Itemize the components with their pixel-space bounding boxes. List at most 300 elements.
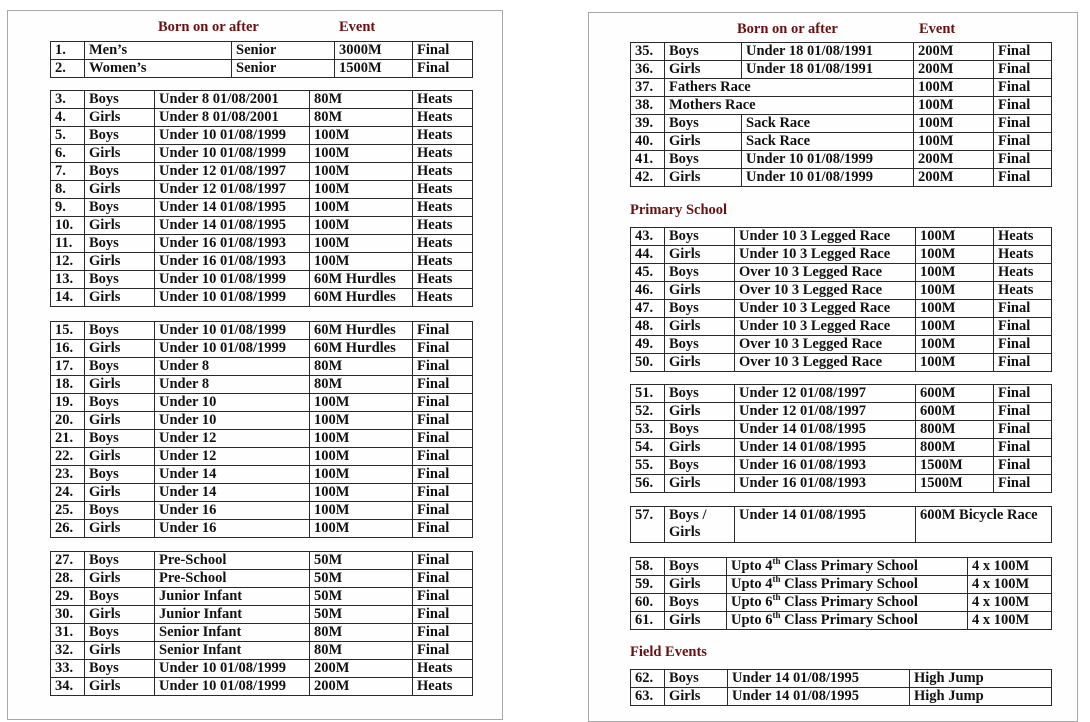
table-row	[631, 558, 1052, 576]
class-prefix: Upto 4	[731, 558, 773, 574]
table-row	[51, 42, 473, 60]
event-number: 8.	[51, 181, 85, 199]
distance-cell: 3000M	[335, 42, 413, 60]
distance-cell: 800M	[916, 439, 994, 457]
category-cell: Under 14 01/08/1995	[155, 199, 310, 217]
distance-cell: 60M Hurdles	[310, 271, 413, 289]
distance-cell: 60M Hurdles	[310, 289, 413, 307]
event-number: 40.	[631, 133, 665, 151]
distance-cell: High Jump	[910, 688, 1052, 706]
distance-cell: 1500M	[916, 457, 994, 475]
events-table-2	[50, 90, 473, 307]
entrant-cell: Girls	[85, 448, 155, 466]
distance-cell: 80M	[310, 109, 413, 127]
table-row	[631, 318, 1052, 336]
distance-cell: 100M	[310, 145, 413, 163]
category-cell: Under 8	[155, 358, 310, 376]
distance-cell: 100M	[916, 300, 994, 318]
category-cell: Over 10 3 Legged Race	[735, 282, 916, 300]
distance-cell: 100M	[310, 484, 413, 502]
distance-cell: 800M	[916, 421, 994, 439]
category-cell: Under 12 01/08/1997	[735, 403, 916, 421]
distance-cell: 100M	[310, 412, 413, 430]
round-cell: Final	[413, 466, 473, 484]
entrant-cell: Girls	[85, 520, 155, 538]
round-cell: Final	[413, 520, 473, 538]
table-row	[631, 282, 1052, 300]
distance-cell: 100M	[310, 235, 413, 253]
event-number: 33.	[51, 660, 85, 678]
event-number: 48.	[631, 318, 665, 336]
category-cell: Under 12	[155, 448, 310, 466]
entrant-cell: Boys	[85, 199, 155, 217]
table-row	[51, 376, 473, 394]
table-row	[51, 322, 473, 340]
distance-cell: 200M	[914, 61, 994, 79]
round-cell: Final	[413, 642, 473, 660]
category-cell: Under 10 01/08/1999	[155, 145, 310, 163]
event-number: 24.	[51, 484, 85, 502]
distance-cell: High Jump	[910, 670, 1052, 688]
category-cell: Junior Infant	[155, 606, 310, 624]
entrant-cell: Girls	[85, 340, 155, 358]
event-number: 22.	[51, 448, 85, 466]
ordinal-suffix: th	[772, 575, 781, 585]
category-cell: Under 10 3 Legged Race	[735, 246, 916, 264]
table-row	[51, 484, 473, 502]
category-cell: Over 10 3 Legged Race	[735, 354, 916, 372]
entrant-cell: Boys	[665, 151, 742, 169]
event-number: 20.	[51, 412, 85, 430]
round-cell: Final	[413, 588, 473, 606]
category-cell	[727, 612, 968, 630]
table-row	[631, 688, 1052, 706]
entrant-cell: Boys	[85, 271, 155, 289]
table-row	[51, 412, 473, 430]
event-number: 2.	[51, 60, 85, 78]
entrant-cell: Girls	[85, 145, 155, 163]
round-cell: Final	[994, 318, 1052, 336]
round-cell: Final	[413, 570, 473, 588]
entrant-cell: Men’s	[85, 42, 232, 60]
entrant-cell: Girls	[85, 217, 155, 235]
category-cell: Senior Infant	[155, 624, 310, 642]
born-on-or-after-header: Born on or after	[737, 21, 838, 37]
table-row	[51, 588, 473, 606]
class-suffix: Class Primary School	[780, 558, 918, 574]
category-cell: Under 14 01/08/1995	[735, 507, 916, 543]
event-number: 36.	[631, 61, 665, 79]
event-number: 5.	[51, 127, 85, 145]
distance-cell: 200M	[310, 660, 413, 678]
event-number: 43.	[631, 228, 665, 246]
table-row	[51, 678, 473, 696]
distance-cell: 4 x 100M	[968, 594, 1052, 612]
distance-cell: 100M	[916, 246, 994, 264]
event-number: 17.	[51, 358, 85, 376]
event-number: 62.	[631, 670, 665, 688]
class-suffix: Class Primary School	[780, 612, 918, 628]
category-cell: Pre-School	[155, 552, 310, 570]
category-cell: Under 10	[155, 394, 310, 412]
distance-cell: 100M	[310, 253, 413, 271]
category-cell: Under 10 01/08/1999	[155, 289, 310, 307]
event-number: 30.	[51, 606, 85, 624]
distance-cell: 200M	[914, 151, 994, 169]
round-cell: Heats	[994, 264, 1052, 282]
category-cell: Under 12 01/08/1997	[155, 163, 310, 181]
entrant-cell: Girls	[665, 169, 742, 187]
round-cell: Final	[994, 457, 1052, 475]
round-cell: Final	[994, 403, 1052, 421]
table-row	[51, 466, 473, 484]
round-cell: Final	[413, 394, 473, 412]
entrant-cell: Girls	[665, 688, 728, 706]
round-cell: Heats	[413, 271, 473, 289]
round-cell: Final	[994, 169, 1052, 187]
distance-cell: 80M	[310, 91, 413, 109]
events-table-51-56	[630, 384, 1052, 493]
table-row	[631, 403, 1052, 421]
round-cell: Heats	[413, 91, 473, 109]
round-cell: Final	[994, 421, 1052, 439]
event-number: 23.	[51, 466, 85, 484]
distance-cell: 1500M	[335, 60, 413, 78]
table-row	[51, 109, 473, 127]
distance-cell: 100M	[916, 282, 994, 300]
event-number: 49.	[631, 336, 665, 354]
round-cell: Heats	[413, 199, 473, 217]
event-number: 39.	[631, 115, 665, 133]
category-cell: Under 18 01/08/1991	[742, 61, 914, 79]
entrant-cell: Boys	[85, 163, 155, 181]
table-row	[51, 394, 473, 412]
round-cell: Heats	[413, 145, 473, 163]
table-row	[51, 552, 473, 570]
event-number: 25.	[51, 502, 85, 520]
distance-cell: 100M	[310, 448, 413, 466]
table-row	[631, 43, 1052, 61]
round-cell: Final	[413, 42, 473, 60]
distance-cell: 600M Bicycle Race	[916, 507, 1052, 543]
event-number: 52.	[631, 403, 665, 421]
entrant-cell: Boys	[85, 394, 155, 412]
round-cell: Final	[994, 133, 1052, 151]
entrant-cell: Girls	[665, 246, 735, 264]
table-row	[631, 670, 1052, 688]
table-row	[51, 217, 473, 235]
entrant-cell: Boys	[85, 660, 155, 678]
round-cell: Final	[413, 412, 473, 430]
round-cell: Heats	[413, 253, 473, 271]
distance-cell: 80M	[310, 358, 413, 376]
category-cell: Over 10 3 Legged Race	[735, 264, 916, 282]
round-cell: Final	[994, 439, 1052, 457]
event-number: 55.	[631, 457, 665, 475]
table-row	[51, 163, 473, 181]
round-cell: Heats	[413, 127, 473, 145]
distance-cell: 50M	[310, 570, 413, 588]
table-row	[631, 228, 1052, 246]
distance-cell: 100M	[310, 520, 413, 538]
distance-cell: 100M	[310, 430, 413, 448]
distance-cell: 50M	[310, 588, 413, 606]
round-cell: Heats	[413, 660, 473, 678]
table-row	[631, 421, 1052, 439]
entrant-cell: Boys	[85, 588, 155, 606]
entrant-cell: Girls	[665, 61, 742, 79]
table-row	[631, 115, 1052, 133]
distance-cell: 100M	[914, 133, 994, 151]
class-suffix: Class Primary School	[780, 594, 918, 610]
round-cell: Heats	[413, 289, 473, 307]
event-number: 31.	[51, 624, 85, 642]
table-row	[51, 181, 473, 199]
events-table-57	[630, 506, 1052, 543]
distance-cell: 100M	[310, 466, 413, 484]
entrant-cell: Girls	[85, 642, 155, 660]
round-cell: Final	[994, 97, 1052, 115]
entrant-cell: Girls	[665, 318, 735, 336]
round-cell: Final	[413, 624, 473, 642]
table-row	[631, 457, 1052, 475]
round-cell: Heats	[413, 181, 473, 199]
distance-cell: 200M	[914, 43, 994, 61]
entrant-cell: Boys	[85, 502, 155, 520]
table-row	[631, 475, 1052, 493]
event-number: 35.	[631, 43, 665, 61]
table-row	[51, 253, 473, 271]
category-cell: Sack Race	[742, 133, 914, 151]
ordinal-suffix: th	[772, 611, 781, 621]
event-number: 57.	[631, 507, 665, 543]
entrant-cell: Boys	[85, 466, 155, 484]
event-number: 9.	[51, 199, 85, 217]
entrant-cell: Girls	[85, 412, 155, 430]
round-cell: Heats	[994, 228, 1052, 246]
category-cell: Under 14 01/08/1995	[155, 217, 310, 235]
event-number: 21.	[51, 430, 85, 448]
distance-cell: 80M	[310, 376, 413, 394]
category-cell: Under 16 01/08/1993	[735, 457, 916, 475]
table-row	[631, 300, 1052, 318]
event-header: Event	[919, 21, 956, 37]
class-prefix: Upto 6	[731, 612, 773, 628]
round-cell: Final	[413, 484, 473, 502]
round-cell: Heats	[994, 282, 1052, 300]
entrant-cell: Boys	[665, 264, 735, 282]
events-table-35-42	[630, 42, 1052, 187]
event-number: 19.	[51, 394, 85, 412]
category-cell: Junior Infant	[155, 588, 310, 606]
table-row	[51, 606, 473, 624]
distance-cell: 100M	[914, 115, 994, 133]
event-number: 15.	[51, 322, 85, 340]
entrant-cell: Boys	[665, 336, 735, 354]
table-row	[51, 642, 473, 660]
event-number: 14.	[51, 289, 85, 307]
distance-cell: 100M	[310, 199, 413, 217]
table-row	[51, 271, 473, 289]
table-row	[631, 169, 1052, 187]
event-number: 29.	[51, 588, 85, 606]
table-row	[631, 576, 1052, 594]
entrant-cell: Boys	[85, 322, 155, 340]
category-cell: Under 10 3 Legged Race	[735, 300, 916, 318]
entrant-cell: Girls	[85, 181, 155, 199]
round-cell: Heats	[413, 217, 473, 235]
round-cell: Final	[413, 430, 473, 448]
round-cell: Final	[994, 61, 1052, 79]
table-row	[51, 199, 473, 217]
category-cell: Under 8 01/08/2001	[155, 91, 310, 109]
round-cell: Heats	[413, 678, 473, 696]
round-cell: Final	[994, 79, 1052, 97]
table-row	[51, 448, 473, 466]
distance-cell: 80M	[310, 624, 413, 642]
table-row	[51, 235, 473, 253]
entrant-cell: Girls	[665, 403, 735, 421]
category-cell: Under 10 01/08/1999	[155, 322, 310, 340]
table-row	[631, 133, 1052, 151]
entrant-cell: Girls	[85, 606, 155, 624]
entrant-cell: Girls	[665, 282, 735, 300]
entrant-cell: Boys	[85, 127, 155, 145]
events-table-1	[50, 41, 473, 78]
distance-cell: 100M	[310, 394, 413, 412]
events-table-4	[50, 551, 473, 696]
round-cell: Final	[413, 502, 473, 520]
field-events-table	[630, 669, 1052, 706]
round-cell: Final	[413, 60, 473, 78]
category-cell: Under 14	[155, 466, 310, 484]
category-cell: Under 18 01/08/1991	[742, 43, 914, 61]
distance-cell: 50M	[310, 606, 413, 624]
table-row	[631, 79, 1052, 97]
category-cell: Senior	[232, 60, 335, 78]
category-cell: Under 10 01/08/1999	[155, 660, 310, 678]
category-cell: Under 10 01/08/1999	[742, 151, 914, 169]
event-number: 28.	[51, 570, 85, 588]
entrant-cell: Girls	[85, 253, 155, 271]
distance-cell: 600M	[916, 403, 994, 421]
table-row	[631, 507, 1052, 543]
distance-cell: 1500M	[916, 475, 994, 493]
event-number: 54.	[631, 439, 665, 457]
entrant-cell: Mothers Race	[665, 97, 914, 115]
table-row	[631, 151, 1052, 169]
event-number: 38.	[631, 97, 665, 115]
category-cell: Under 14 01/08/1995	[735, 421, 916, 439]
category-cell: Under 14	[155, 484, 310, 502]
ordinal-suffix: th	[772, 557, 781, 567]
entrant-cell: Boys	[665, 385, 735, 403]
event-number: 60.	[631, 594, 665, 612]
category-cell	[727, 576, 968, 594]
distance-cell: 100M	[916, 354, 994, 372]
event-number: 46.	[631, 282, 665, 300]
table-row	[631, 612, 1052, 630]
round-cell: Final	[994, 43, 1052, 61]
distance-cell: 100M	[916, 318, 994, 336]
event-number: 51.	[631, 385, 665, 403]
entrant-cell: Girls	[665, 354, 735, 372]
round-cell: Final	[413, 340, 473, 358]
category-cell: Under 10 3 Legged Race	[735, 318, 916, 336]
entrant-cell: Boys	[85, 358, 155, 376]
round-cell: Final	[994, 385, 1052, 403]
table-row	[51, 127, 473, 145]
table-row	[51, 570, 473, 588]
round-cell: Final	[994, 300, 1052, 318]
round-cell: Final	[413, 358, 473, 376]
class-prefix: Upto 6	[731, 594, 773, 610]
category-cell: Sack Race	[742, 115, 914, 133]
entrant-cell: Boys	[665, 670, 728, 688]
event-number: 7.	[51, 163, 85, 181]
round-cell: Final	[413, 606, 473, 624]
entrant-cell: Girls	[85, 484, 155, 502]
distance-cell: 200M	[914, 169, 994, 187]
entrant-cell: Boys	[665, 558, 727, 576]
table-row	[51, 145, 473, 163]
entrant-cell: Boys	[665, 594, 727, 612]
distance-cell: 100M	[916, 336, 994, 354]
category-cell: Senior Infant	[155, 642, 310, 660]
event-number: 3.	[51, 91, 85, 109]
round-cell: Final	[994, 336, 1052, 354]
primary-school-heading: Primary School	[630, 202, 728, 218]
entrant-cell: Boys	[85, 552, 155, 570]
table-row	[631, 97, 1052, 115]
entrant-cell: Boys	[85, 91, 155, 109]
distance-cell: 100M	[916, 228, 994, 246]
category-cell: Under 8	[155, 376, 310, 394]
table-row	[631, 264, 1052, 282]
born-on-or-after-header: Born on or after	[158, 19, 259, 35]
category-cell: Under 10 01/08/1999	[742, 169, 914, 187]
table-row	[631, 354, 1052, 372]
entrant-cell: Boys	[665, 457, 735, 475]
event-number: 58.	[631, 558, 665, 576]
category-cell: Under 14 01/08/1995	[735, 439, 916, 457]
event-number: 50.	[631, 354, 665, 372]
category-cell: Under 16	[155, 502, 310, 520]
table-row	[51, 624, 473, 642]
table-row	[51, 91, 473, 109]
distance-cell: 50M	[310, 552, 413, 570]
class-prefix: Upto 4	[731, 576, 773, 592]
event-number: 27.	[51, 552, 85, 570]
distance-cell: 4 x 100M	[968, 558, 1052, 576]
category-cell	[727, 558, 968, 576]
round-cell: Final	[413, 448, 473, 466]
round-cell: Final	[994, 151, 1052, 169]
category-cell: Under 12 01/08/1997	[155, 181, 310, 199]
category-cell: Under 14 01/08/1995	[728, 688, 910, 706]
table-row	[51, 502, 473, 520]
event-number: 6.	[51, 145, 85, 163]
category-cell: Under 16	[155, 520, 310, 538]
table-row	[51, 340, 473, 358]
table-row	[51, 430, 473, 448]
event-number: 26.	[51, 520, 85, 538]
table-row	[51, 520, 473, 538]
entrant-cell: Girls	[85, 289, 155, 307]
ordinal-suffix: th	[772, 593, 781, 603]
entrant-cell: Girls	[665, 612, 727, 630]
category-cell: Under 10 3 Legged Race	[735, 228, 916, 246]
